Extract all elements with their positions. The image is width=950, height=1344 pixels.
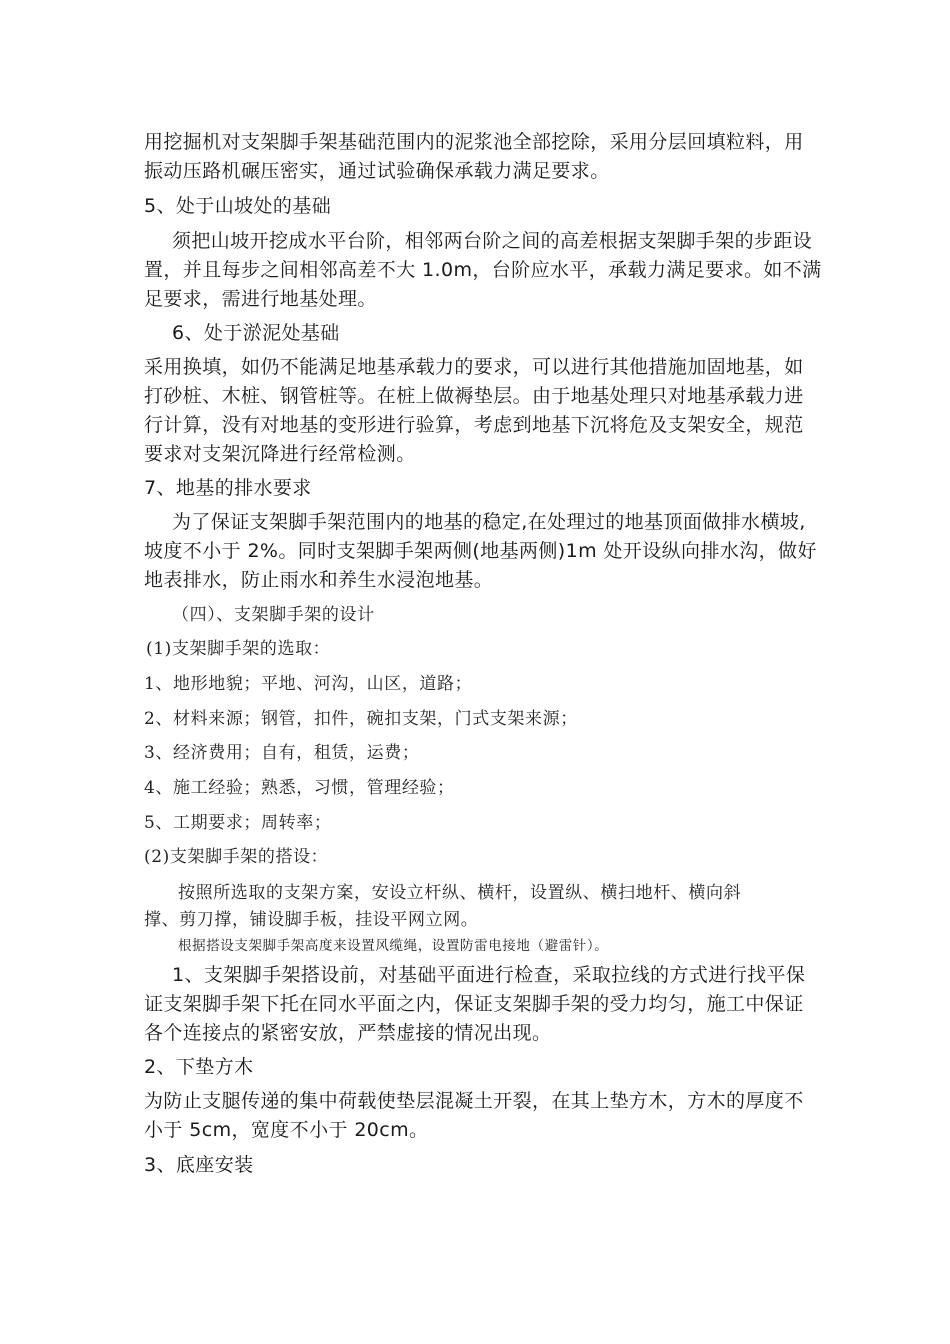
- paragraph-line: 根据搭设支架脚手架高度来设置风缆绳，设置防雷电接地（避雷针）。: [178, 938, 609, 954]
- paragraph-line: 证支架脚手架下托在同水平面之内，保证支架脚手架的受力均匀，施工中保证: [144, 993, 804, 1015]
- paragraph-line: 1、支架脚手架搭设前，对基础平面进行检查，采取拉线的方式进行找平保: [172, 964, 806, 986]
- paragraph-line: 打砂桩、木桩、钢管桩等。在桩上做褥垫层。由于地基处理只对地基承载力进: [144, 385, 804, 407]
- list-item: 2、材料来源；钢管，扣件，碗扣支架，门式支架来源；: [144, 709, 578, 729]
- paragraph-line: 足要求，需进行地基处理。: [144, 288, 377, 310]
- section-heading: 3、底座安装: [144, 1154, 254, 1176]
- list-item: 1、地形地貌；平地、河沟，山区，道路；: [144, 674, 473, 694]
- subsection-heading: (1)支架脚手架的选取：: [146, 639, 331, 659]
- section-heading: 7、地基的排水要求: [144, 477, 312, 499]
- paragraph-line: 为防止支腿传递的集中荷载使垫层混凝土开裂，在其上垫方木，方木的厚度不: [144, 1090, 804, 1112]
- paragraph-line: 按照所选取的支架方案，安设立杆纵、横杆，设置纵、横扫地杆、横向斜: [178, 883, 742, 903]
- paragraph-line: 振动压路机碾压密实，通过试验确保承载力满足要求。: [144, 160, 610, 182]
- list-item: 5、工期要求；周转率；: [144, 813, 332, 833]
- subsection-heading: (2)支架脚手架的搭设：: [144, 847, 329, 867]
- section-heading: 5、处于山坡处的基础: [144, 195, 332, 217]
- paragraph-line: 撑、剪刀撑，铺设脚手板，挂设平网立网。: [144, 910, 479, 930]
- paragraph-line: 要求对支架沉降进行经常检测。: [144, 443, 416, 465]
- section-heading: 6、处于淤泥处基础: [172, 322, 340, 344]
- list-item: 3、经济费用；自有，租赁，运费；: [144, 743, 420, 763]
- paragraph-line: 坡度不小于 2%。同时支架脚手架两侧(地基两侧)1m 处开设纵向排水沟，做好: [144, 540, 817, 562]
- paragraph-line: 采用换填，如仍不能满足地基承载力的要求，可以进行其他措施加固地基，如: [144, 356, 804, 378]
- paragraph-line: 须把山坡开挖成水平台阶，相邻两台阶之间的高差根据支架脚手架的步距设: [172, 230, 813, 252]
- paragraph-line: 用挖掘机对支架脚手架基础范围内的泥浆池全部挖除，采用分层回填粒料，用: [144, 131, 804, 153]
- list-item: 4、施工经验；熟悉，习惯，管理经验；: [144, 778, 455, 798]
- paragraph-line: 地表排水，防止雨水和养生水浸泡地基。: [144, 569, 494, 591]
- paragraph-line: 各个连接点的紧密安放，严禁虚接的情况出现。: [144, 1022, 552, 1044]
- section-heading: （四）、支架脚手架的设计: [172, 605, 375, 625]
- paragraph-line: 置，并且每步之间相邻高差不大 1.0m，台阶应水平，承载力满足要求。如不满: [144, 259, 822, 281]
- paragraph-line: 行计算，没有对地基的变形进行验算，考虑到地基下沉将危及支架安全，规范: [144, 414, 804, 436]
- section-heading: 2、下垫方木: [144, 1056, 254, 1078]
- paragraph-line: 为了保证支架脚手架范围内的地基的稳定,在处理过的地基顶面做排水横坡,: [172, 511, 806, 533]
- paragraph-line: 小于 5cm，宽度不小于 20cm。: [144, 1119, 429, 1141]
